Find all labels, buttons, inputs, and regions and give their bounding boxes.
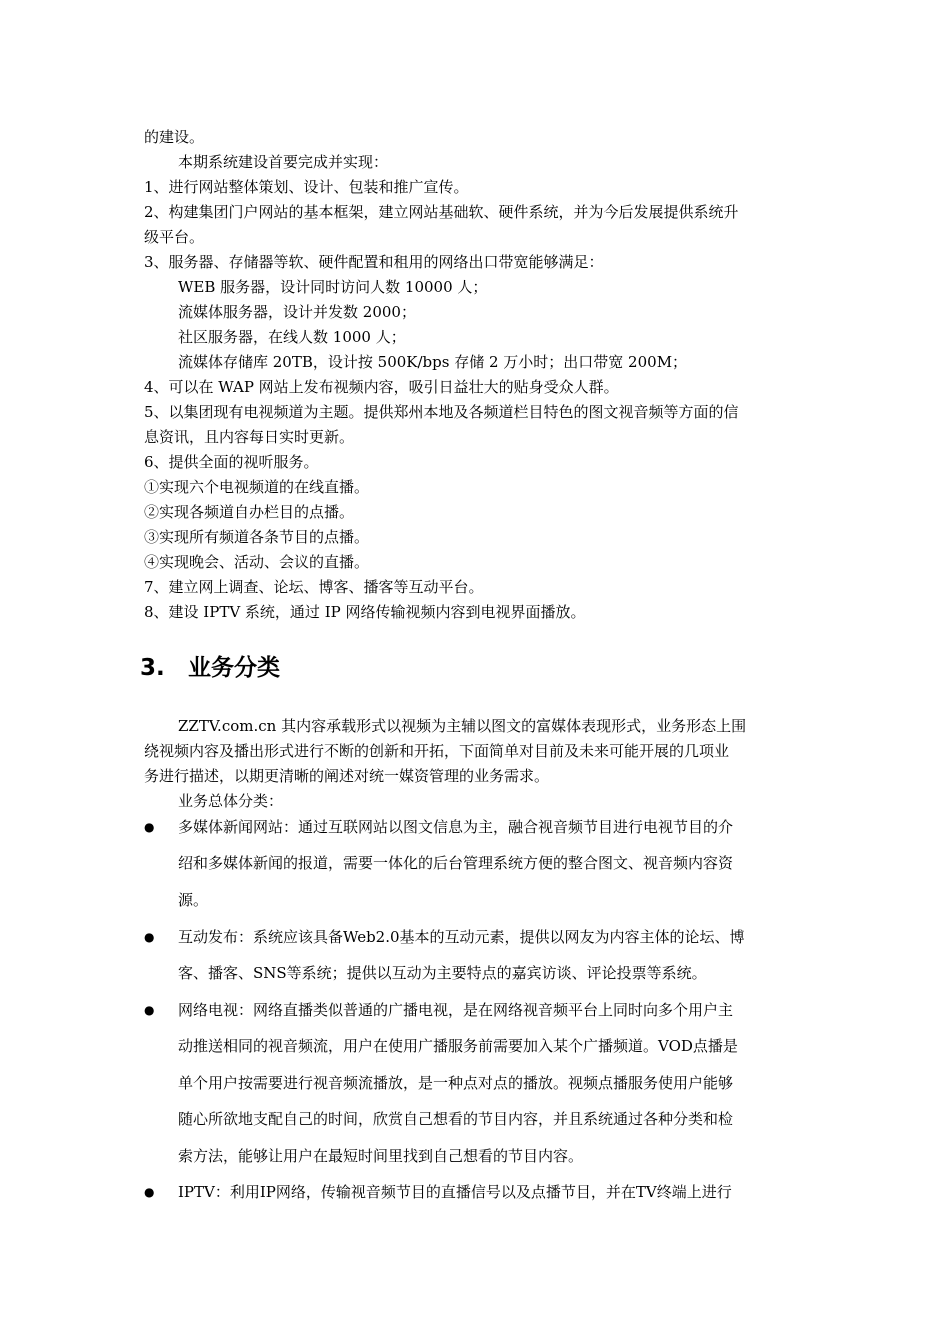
text-line: ①实现六个电视频道的在线直播。 [144, 478, 370, 496]
text-line: ④实现晚会、活动、会议的直播。 [144, 553, 370, 571]
text-line: 6、提供全面的视听服务。 [144, 453, 319, 471]
text-line: 务进行描述，以期更清晰的阐述对统一媒资管理的业务需求。 [144, 767, 550, 785]
text-line: 绕视频内容及播出形式进行不断的创新和开拓，下面简单对目前及未来可能开展的几项业 [144, 742, 730, 760]
bullet-dot: ● [144, 1185, 155, 1199]
text-line: 7、建立网上调查、论坛、博客、播客等互动平台。 [144, 578, 484, 596]
bullet-text-line: 绍和多媒体新闻的报道，需要一体化的后台管理系统方便的整合图文、视音频内容资 [178, 854, 734, 872]
bullet-text-line: 客、播客、SNS等系统；提供以互动为主要特点的嘉宾访谈、评论投票等系统。 [178, 964, 707, 982]
bullet-text-line: 单个用户按需要进行视音频流播放，是一种点对点的播放。视频点播服务使用户能够 [178, 1074, 734, 1092]
bullet-text-line: IPTV：利用IP网络，传输视音频节目的直播信号以及点播节目，并在TV终端上进行 [178, 1183, 732, 1201]
bullet-text-line: 索方法，能够让用户在最短时间里找到自己想看的节目内容。 [178, 1147, 584, 1165]
bullet-text-line: 多媒体新闻网站：通过互联网站以图文信息为主，融合视音频节目进行电视节目的介 [178, 818, 734, 836]
text-line: 8、建设 IPTV 系统，通过 IP 网络传输视频内容到电视界面播放。 [144, 603, 586, 621]
text-line: 4、可以在 WAP 网站上发布视频内容，吸引日益壮大的贴身受众人群。 [144, 378, 619, 396]
bullet-text-line: 互动发布：系统应该具备Web2.0基本的互动元素，提供以网友为内容主体的论坛、博 [178, 928, 745, 946]
text-line: 本期系统建设首要完成并实现： [178, 153, 389, 171]
text-line: 1、进行网站整体策划、设计、包装和推广宣传。 [144, 178, 469, 196]
text-line: 的建设。 [144, 128, 205, 146]
text-line: 3、服务器、存储器等软、硬件配置和租用的网络出口带宽能够满足： [144, 253, 604, 271]
bullet-text-line: 源。 [178, 891, 209, 909]
bullet-dot: ● [144, 820, 155, 834]
bullet-text-line: 网络电视：网络直播类似普通的广播电视，是在网络视音频平台上同时向多个用户主 [178, 1001, 734, 1019]
bullet-dot: ● [144, 1003, 155, 1017]
bullet-dot: ● [144, 930, 155, 944]
section-title: 业务分类 [188, 655, 280, 681]
text-line: 流媒体存储库 20TB，设计按 500K/bps 存储 2 万小时；出口带宽 200M； [178, 353, 688, 371]
text-line: WEB 服务器，设计同时访问人数 10000 人； [178, 278, 488, 296]
text-line: 2、构建集团门户网站的基本框架，建立网站基础软、硬件系统，并为今后发展提供系统升 [144, 203, 739, 221]
text-line: 业务总体分类： [178, 792, 284, 810]
text-line: ③实现所有频道各条节目的点播。 [144, 528, 370, 546]
text-line: 5、以集团现有电视频道为主题。提供郑州本地及各频道栏目特色的图文视音频等方面的信 [144, 403, 739, 421]
text-line: ZZTV.com.cn 其内容承载形式以视频为主辅以图文的富媒体表现形式，业务形态上围 [178, 717, 747, 735]
section-number: 3. [140, 655, 165, 681]
text-line: 级平台。 [144, 228, 205, 246]
text-line: 流媒体服务器，设计并发数 2000； [178, 303, 416, 321]
text-line: 社区服务器，在线人数 1000 人； [178, 328, 406, 346]
text-line: ②实现各频道自办栏目的点播。 [144, 503, 355, 521]
text-line: 息资讯，且内容每日实时更新。 [144, 428, 355, 446]
bullet-text-line: 动推送相同的视音频流，用户在使用广播服务前需要加入某个广播频道。VOD点播是 [178, 1037, 738, 1055]
section-heading [140, 652, 280, 684]
bullet-text-line: 随心所欲地支配自己的时间，欣赏自己想看的节目内容，并且系统通过各种分类和检 [178, 1110, 734, 1128]
